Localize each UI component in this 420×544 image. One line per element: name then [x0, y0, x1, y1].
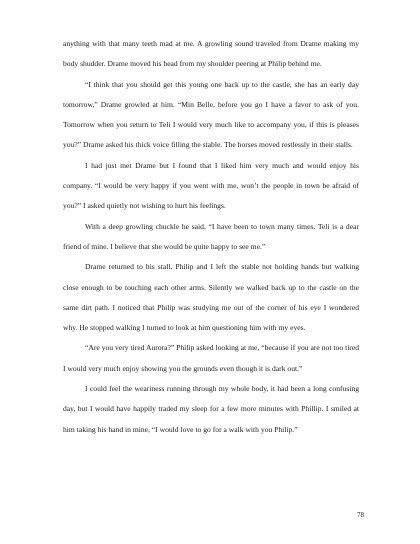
- paragraph: I had just met Drame but I found that I liked him very much and would enjoy his company. “I would be very happy if you went with me, won’t the people in town be afraid of you?” I asked quietly not wishing to hurt his feelings.: [63, 160, 359, 211]
- paragraph: anything with that many teeth mad at me. A growling sound traveled from Drame making my body shudder. Drame moved his head from my shoulder peering at Philip behind me.: [63, 39, 359, 69]
- page-number: 78: [357, 511, 364, 519]
- paragraph: “I think that you should get this young one back up to the castle, she has an early day tomorrow,” Drame growled at him. “Min Belle, before you go I have a favor to ask of you. Tomorrow when you return to Teli I would very much like to accompany you, if this is pleases you?” Drame asked his thick voice filling the stable. The horses moved restlessly in their stalls.: [63, 79, 359, 150]
- paragraph: I could feel the weariness running through my whole body, it had been a long confusing day, but I would have happily traded my sleep for a few more minutes with Phillip. I smiled at him taking his hand in mine, “I would love to go for a walk with you Philip.”: [63, 384, 359, 434]
- paragraph: “Are you very tired Aurora?” Philip asked looking at me, “because if you are not too tired I would very much enjoy showing you the grounds even though it is dark out.”: [63, 343, 359, 373]
- paragraph: With a deep growling chuckle he said, “I have been to town many times. Teli is a dear friend of mine. I believe that she would be quite happy to see me.”: [63, 221, 359, 251]
- body-text: [63, 34, 359, 440]
- paragraph: Drame returned to his stall, Philip and I left the stable not holding hands but walking close enough to be touching each other arms. Silently we walked back up to the castle on the same dirt path. I noticed that Philip was studying me out of the corner of his eye I wondered why. He stopped walking I turned to look at him questioning him with my eyes.: [63, 262, 359, 333]
